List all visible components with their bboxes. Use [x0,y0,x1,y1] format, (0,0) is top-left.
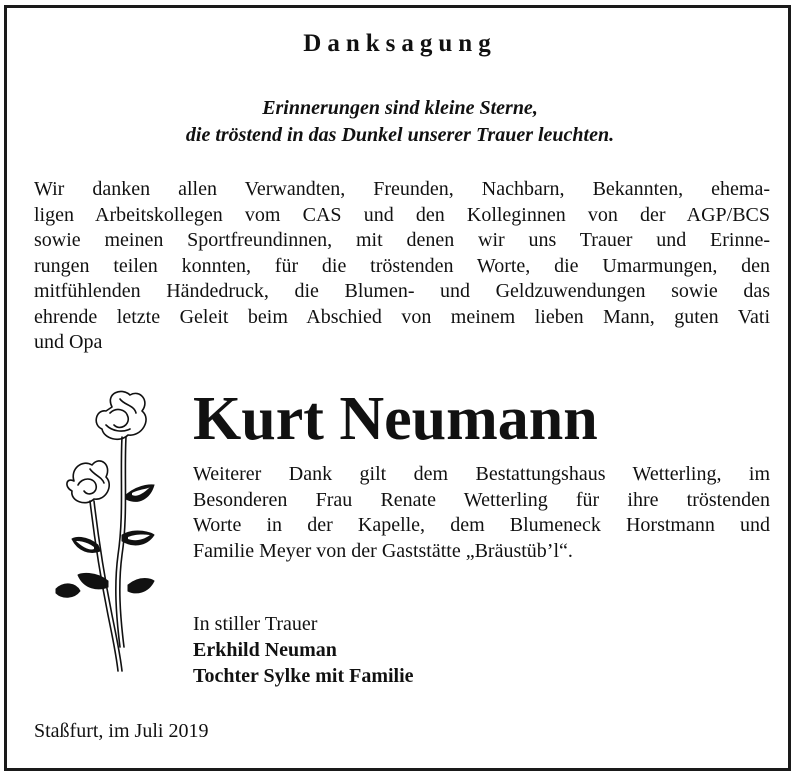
deceased-name: Kurt Neumann [193,385,598,453]
signoff-block [193,611,414,689]
further-thanks-paragraph [193,462,770,564]
paragraph-line: sowie meinen Sportfreundinnen, mit denen wir uns Trauer und Erinne- [34,229,770,251]
mourner-family: Tochter Sylke mit Familie [193,665,414,687]
rose-illustration [50,385,170,685]
signoff-intro: In stiller Trauer [193,613,318,635]
paragraph-line: Familie Meyer von der Gaststätte „Bräustüb’l“. [193,539,573,562]
place-and-date: Staßfurt, im Juli 2019 [34,720,209,742]
paragraph-line: mitfühlenden Händedruck, die Blumen- und Geldzuwendungen sowie das [34,280,770,302]
paragraph-line: Weiterer Dank gilt dem Bestattungshaus Wetterling, im [193,463,770,485]
paragraph-line: Worte in der Kapelle, dem Blumeneck Horstmann und [193,514,770,536]
paragraph-line: ehrende letzte Geleit beim Abschied von meinem lieben Mann, guten Vati [34,305,770,328]
thanks-paragraph [34,177,770,356]
paragraph-line: ligen Arbeitskollegen vom CAS und den Kolleginnen von der AGP/BCS [34,203,770,226]
paragraph-line: Besonderen Frau Renate Wetterling für ihre tröstenden [193,488,770,511]
paragraph-line: und Opa [34,331,103,353]
paragraph-line: Wir danken allen Verwandten, Freunden, Nachbarn, Bekannten, ehema- [34,178,770,200]
quote-line: die tröstend in das Dunkel unserer Trauer leuchten. [185,124,615,146]
notice-heading: Danksagung [303,30,497,57]
quote-line: Erinnerungen sind kleine Sterne, [262,97,538,119]
memorial-quote [0,95,800,149]
mourner-name: Erkhild Neuman [193,639,337,661]
paragraph-line: rungen teilen konnten, für die tröstenden Worte, die Umarmungen, den [34,254,770,277]
